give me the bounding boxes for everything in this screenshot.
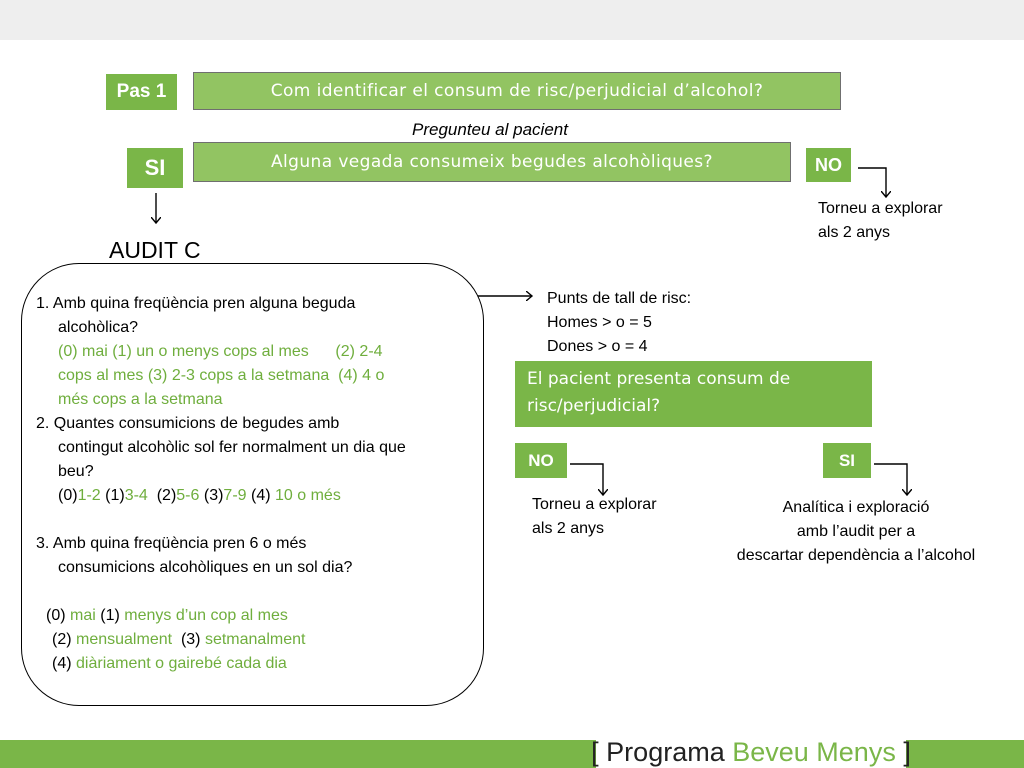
- q3-options-1: (0) mai (1) menys d’un cop al mes: [46, 607, 288, 624]
- step-badge: Pas 1: [106, 74, 177, 110]
- q2-options: (0)1-2 (1)3-4 (2)5-6 (3)7-9 (4) 10 o més: [58, 487, 341, 504]
- audit-c-title: AUDIT C: [109, 237, 201, 263]
- yes-bottom-text: Analítica i exploració amb l’audit per a descartar dependència a l’alcohol: [736, 499, 976, 564]
- q2-line-2: contingut alcohòlic sol fer normalment un dia que: [58, 439, 406, 456]
- arrow-no-top: [858, 168, 886, 196]
- no-top-text: Torneu a explorar als 2 anys: [818, 200, 943, 241]
- no-badge-top: NO: [806, 148, 851, 182]
- q3-line-2: consumicions alcohòliques en un sol dia?: [58, 559, 353, 576]
- no-bottom-text: Torneu a explorar als 2 anys: [532, 496, 657, 537]
- q3-line-1: 3. Amb quina freqüència pren 6 o més: [36, 535, 307, 552]
- cutoff-points: Punts de tall de risc: Homes > o = 5 Dones > o = 4: [547, 290, 692, 355]
- instruction-text: Pregunteu al pacient: [412, 120, 568, 139]
- q1-options-1: (0) mai (1) un o menys cops al mes (2) 2-4: [58, 343, 383, 360]
- q1-line-2: alcohòlica?: [58, 319, 139, 336]
- q2-line-3: beu?: [58, 463, 94, 480]
- q1-line-1: 1. Amb quina freqüència pren alguna beguda: [36, 295, 356, 312]
- no-badge-bottom: NO: [515, 443, 567, 478]
- q3-options-3: (4) diàriament o gairebé cada dia: [52, 655, 287, 672]
- arrow-no-bottom: [570, 464, 603, 494]
- q3-options-2: (2) mensualment (3) setmanalment: [52, 631, 306, 648]
- q1-options-2: cops al mes (3) 2-3 cops a la setmana (4) 4 o: [58, 367, 385, 384]
- q2-line-1: 2. Quantes consumicions de begudes amb: [36, 415, 340, 432]
- q1-options-3: més cops a la setmana: [58, 391, 223, 408]
- yes-badge-bottom: SI: [823, 443, 871, 478]
- program-logo: [ Programa Beveu Menys ]: [591, 736, 911, 767]
- risk-question-box: El pacient presenta consum de risc/perjudicial?: [515, 361, 872, 427]
- main-question-box: Com identificar el consum de risc/perjudicial d’alcohol?: [193, 72, 841, 110]
- arrow-si-bottom: [874, 464, 907, 494]
- drinking-question-box: Alguna vegada consumeix begudes alcohòliques?: [193, 142, 791, 182]
- yes-badge-top: SI: [127, 148, 183, 188]
